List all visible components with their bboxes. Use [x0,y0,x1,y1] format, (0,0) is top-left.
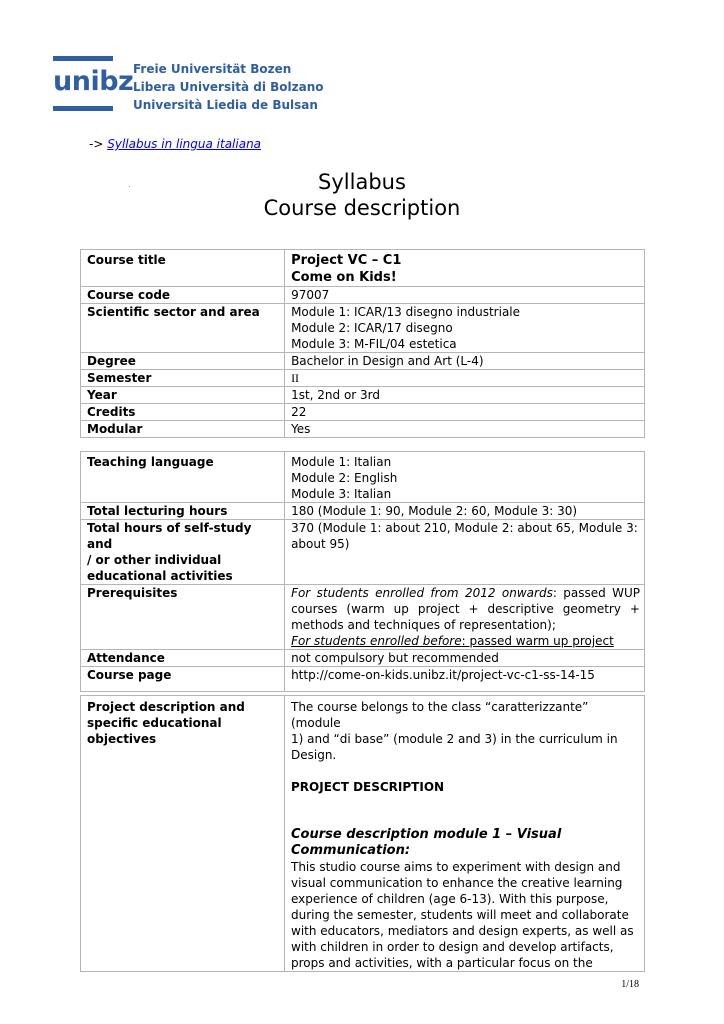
semester-label: Semester [81,370,285,387]
page-subtitle: Course description [263,196,461,220]
intro-line: Design. [291,748,337,762]
teaching-info-table [80,451,645,692]
university-logo [53,56,324,116]
self-study-label-line: / or other individual [87,553,222,567]
italian-syllabus-link[interactable]: Syllabus in lingua italiana [107,137,262,151]
page-number: 1/18 [621,979,639,990]
language-label: Teaching language [81,452,285,503]
degree-value: Bachelor in Design and Art (L-4) [285,353,645,370]
sector-line: Module 2: ICAR/17 disegno [291,321,453,335]
project-description-label-line: Project description and [87,700,245,714]
modular-value: Yes [285,421,645,438]
italian-syllabus-line [89,137,261,151]
course-info-table [80,249,645,438]
language-line: Module 1: Italian [291,455,392,469]
sector-value [285,304,645,353]
table-row [81,650,645,667]
prerequisites-text: : passed warm up project [461,634,614,648]
logo-bar-top [53,56,113,61]
table-row [81,370,645,387]
project-description-label-line: specific educational [87,716,222,730]
table-row [81,696,645,972]
table-row [81,353,645,370]
attendance-value: not compulsory but recommended [285,650,645,667]
table-row [81,287,645,304]
project-description-label [81,696,285,972]
degree-label: Degree [81,353,285,370]
table-row [81,585,645,650]
lecturing-hours-value: 180 (Module 1: 90, Module 2: 60, Module 3: 30) [285,503,645,520]
self-study-line: about 95) [291,537,350,551]
link-prefix: -> [89,137,104,151]
self-study-value [285,520,645,585]
prerequisites-label: Prerequisites [81,585,285,650]
university-name-it: Libera Università di Bolzano [133,80,324,94]
body-line: with educators, mediators and design experts, as well as [291,924,634,938]
prerequisites-value [285,585,645,650]
university-name [133,60,323,114]
table-row [81,404,645,421]
project-description-table [80,695,645,972]
attendance-label: Attendance [81,650,285,667]
credits-value: 22 [285,404,645,421]
table-row [81,452,645,503]
course-title-label: Course title [81,250,285,287]
course-title-line: Project VC – C1 [291,253,402,268]
course-page-label: Course page [81,667,285,692]
table-row [81,250,645,287]
language-line: Module 3: Italian [291,487,392,501]
credits-label: Credits [81,404,285,421]
modular-label: Modular [81,421,285,438]
language-value [285,452,645,503]
course-code-value: 97007 [285,287,645,304]
university-name-lld: Università Liedia de Bulsan [133,98,318,112]
sector-line: Module 1: ICAR/13 disegno industriale [291,305,521,319]
sector-line: Module 3: M-FIL/04 estetica [291,337,457,351]
self-study-line: 370 (Module 1: about 210, Module 2: about 65, Module 3: [291,521,638,535]
self-study-label [81,520,285,585]
table-row [81,667,645,692]
course-title-value [285,250,645,287]
prerequisites-text: : passed WUP courses (warm up project + descriptive geometry + methods and techniques of representation); [291,586,641,632]
language-line: Module 2: English [291,471,398,485]
table-row [81,387,645,404]
project-description-value [285,696,645,972]
prerequisites-paragraph [291,585,640,633]
table-row [81,304,645,353]
year-label: Year [81,387,285,404]
logo-wordmark: unibz [53,66,134,97]
course-title-line: Come on Kids! [291,270,397,285]
semester-value: II [285,370,645,387]
page-title: Syllabus [318,170,406,194]
section-heading: PROJECT DESCRIPTION [291,780,445,794]
body-line: experience of children (age 6-13). With this purpose, [291,892,609,906]
project-description-label-line: objectives [87,732,157,746]
logo-bar-bottom [53,106,113,111]
body-line: during the semester, students will meet and collaborate [291,908,629,922]
table-row [81,421,645,438]
body-line: This studio course aims to experiment with design and [291,860,621,874]
prerequisites-cohort: For students enrolled before [291,634,462,648]
body-line: props and activities, with a particular focus on the [291,956,593,970]
table-row [81,503,645,520]
intro-line: 1) and “di base” (module 2 and 3) in the curriculum in [291,732,618,746]
course-page-value: http://come-on-kids.unibz.it/project-vc-c1-ss-14-15 [285,667,645,692]
body-line: with children in order to design and develop artifacts, [291,940,614,954]
module-heading-line: Course description module 1 – Visual [291,827,562,842]
self-study-label-line: educational activities [87,569,233,583]
prerequisites-paragraph [291,633,640,649]
year-value: 1st, 2nd or 3rd [285,387,645,404]
module-heading-line: Communication: [291,843,411,858]
prerequisites-cohort: For students enrolled from 2012 onwards [291,586,553,600]
lecturing-hours-label: Total lecturing hours [81,503,285,520]
intro-line: The course belongs to the class “caratterizzante” (module [291,700,589,730]
self-study-label-line: Total hours of self-study and [87,521,252,551]
sector-label: Scientific sector and area [81,304,285,353]
body-line: visual communication to enhance the creative learning [291,876,623,890]
course-code-label: Course code [81,287,285,304]
table-row [81,520,645,585]
university-name-de: Freie Universität Bozen [133,62,292,76]
